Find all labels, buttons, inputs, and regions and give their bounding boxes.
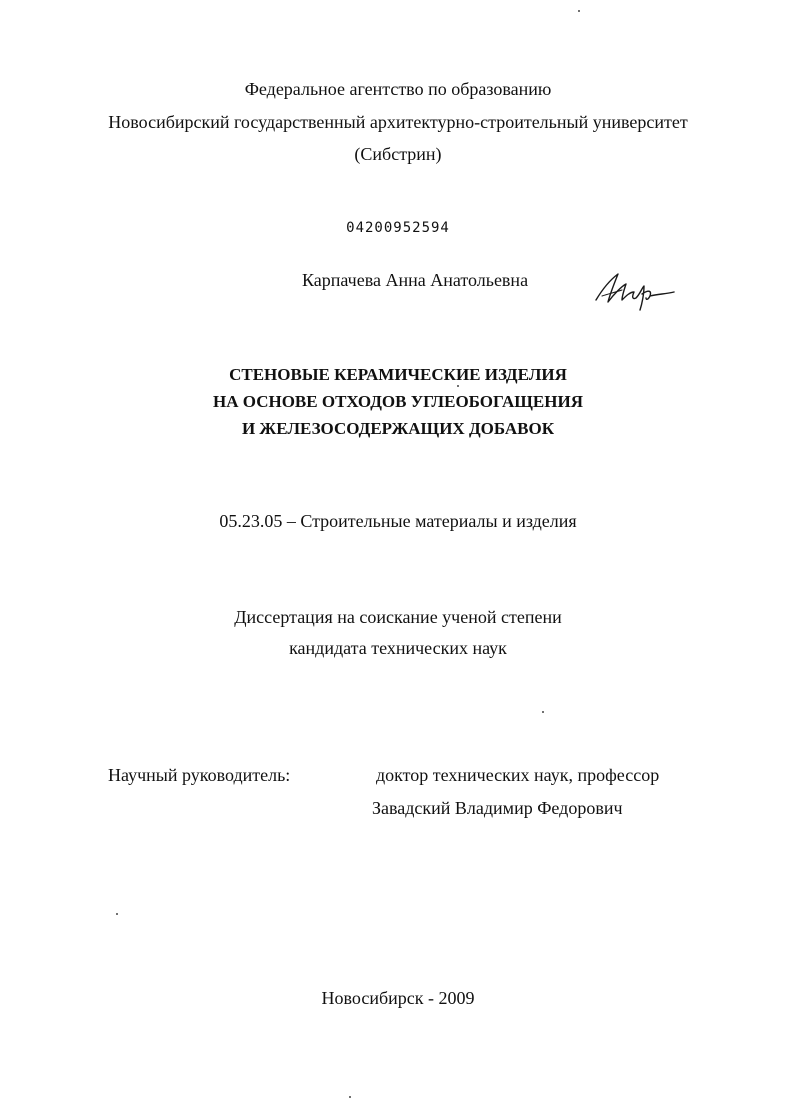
university-name: Новосибирский государственный архитектурно-строительный университет xyxy=(108,112,688,132)
degree-line-1: Диссертация на соискание ученой степени xyxy=(234,607,562,627)
specialty-code: 05.23.05 – Строительные материалы и изделия xyxy=(219,511,577,531)
thesis-title-line-3: И ЖЕЛЕЗОСОДЕРЖАЩИХ ДОБАВОК xyxy=(241,419,555,438)
university-short-name: (Сибстрин) xyxy=(354,144,442,164)
registration-number: 04200952594 xyxy=(346,220,450,236)
agency-name: Федеральное агентство по образованию xyxy=(244,79,552,99)
author-name: Карпачева Анна Анатольевна xyxy=(302,270,529,290)
supervisor-title: доктор технических наук, профессор xyxy=(376,765,660,785)
city-year: Новосибирск - 2009 xyxy=(321,988,475,1008)
scan-speck xyxy=(349,1096,351,1098)
supervisor-label: Научный руководитель: xyxy=(108,765,291,785)
scan-speck xyxy=(578,10,580,12)
scan-speck xyxy=(116,913,118,915)
scan-speck xyxy=(542,711,544,713)
scan-speck xyxy=(457,385,459,387)
degree-line-2: кандидата технических наук xyxy=(289,638,507,658)
thesis-title-line-1: СТЕНОВЫЕ КЕРАМИЧЕСКИЕ ИЗДЕЛИЯ xyxy=(229,365,567,384)
signature-icon xyxy=(592,266,676,312)
thesis-title-line-2: НА ОСНОВЕ ОТХОДОВ УГЛЕОБОГАЩЕНИЯ xyxy=(213,392,583,411)
supervisor-name: Завадский Владимир Федорович xyxy=(372,798,623,818)
